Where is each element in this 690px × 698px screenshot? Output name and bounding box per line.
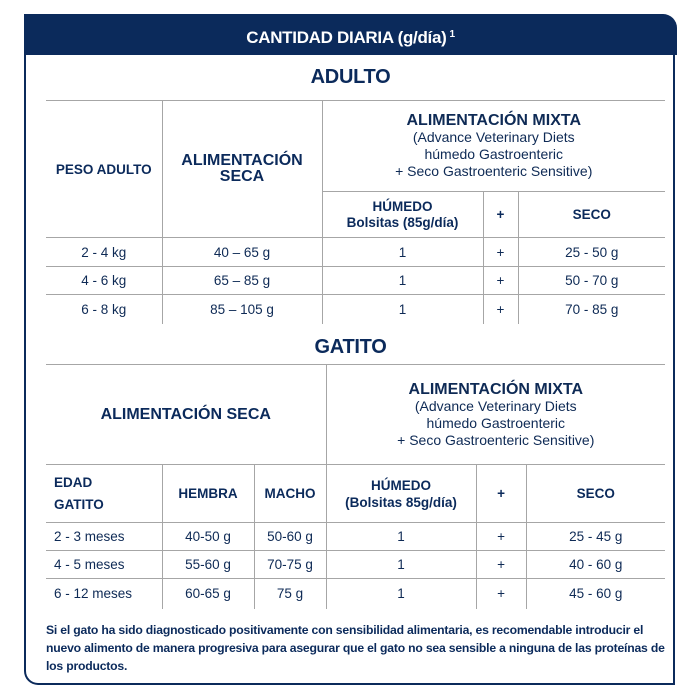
mixed-sub-2: húmedo Gastroenteric xyxy=(426,414,566,431)
table-row xyxy=(46,579,665,609)
kitten-header-row xyxy=(46,365,665,465)
col-dry-mixed-header: SECO xyxy=(526,465,665,523)
wet-header-line-1: HÚMEDO xyxy=(372,198,433,214)
male-cell: 75 g xyxy=(254,579,326,609)
male-cell: 50-60 g xyxy=(254,523,326,551)
weight-cell: 6 - 8 kg xyxy=(46,295,162,324)
col-mixed-header xyxy=(326,365,665,465)
wet-header-line-2: Bolsitas (85g/día) xyxy=(346,214,459,230)
wet-cell: 1 xyxy=(322,267,483,295)
table-row xyxy=(46,267,665,295)
mixed-sub-2: húmedo Gastroenteric xyxy=(424,146,564,162)
col-dry-header: ALIMENTACIÓN SECA xyxy=(162,101,322,238)
dry-mixed-cell: 70 - 85 g xyxy=(518,295,665,324)
wet-cell: 1 xyxy=(322,238,483,267)
sensitivity-note: Si el gato ha sido diagnosticado positivamente con sensibilidad alimentaria, es recomendable introducir el nuevo alimento de manera progresiva para asegurar que el gato no sea sensible a ninguna de las proteínas de los productos. xyxy=(46,623,665,673)
wet-cell: 1 xyxy=(322,295,483,324)
adult-section-title: ADULTO xyxy=(310,66,391,88)
kitten-subheader-row xyxy=(46,465,665,523)
col-weight-header: PESO ADULTO xyxy=(46,101,162,238)
age-cell: 4 - 5 meses xyxy=(46,551,162,579)
col-female-header: HEMBRA xyxy=(162,465,254,523)
mixed-sub-1: (Advance Veterinary Diets xyxy=(414,397,577,414)
col-wet-header xyxy=(326,465,476,523)
col-age-header xyxy=(46,465,162,523)
age-cell: 6 - 12 meses xyxy=(46,579,162,609)
male-cell: 70-75 g xyxy=(254,551,326,579)
age-cell: 2 - 3 meses xyxy=(46,523,162,551)
wet-cell: 1 xyxy=(326,523,476,551)
age-header-line-2: GATITO xyxy=(54,496,104,512)
table-row xyxy=(46,551,665,579)
col-wet-header xyxy=(322,192,483,238)
female-cell: 55-60 g xyxy=(162,551,254,579)
age-header-line-1: EDAD xyxy=(54,474,93,490)
col-plus-header: + xyxy=(483,192,518,238)
mixed-sub-1: (Advance Veterinary Diets xyxy=(412,129,575,145)
dry-mixed-cell: 25 - 50 g xyxy=(518,238,665,267)
weight-cell: 4 - 6 kg xyxy=(46,267,162,295)
plus-cell: + xyxy=(476,551,526,579)
table-row xyxy=(46,523,665,551)
dry-cell: 40 – 65 g xyxy=(162,238,322,267)
weight-cell: 2 - 4 kg xyxy=(46,238,162,267)
mixed-sub-3: + Seco Gastroenteric Sensitive) xyxy=(395,163,593,179)
table-row xyxy=(46,295,665,324)
dry-mixed-cell: 40 - 60 g xyxy=(526,551,665,579)
mixed-title: ALIMENTACIÓN MIXTA xyxy=(408,380,584,398)
female-cell: 40-50 g xyxy=(162,523,254,551)
col-dry-header: ALIMENTACIÓN SECA xyxy=(46,365,326,465)
plus-cell: + xyxy=(483,295,518,324)
dry-mixed-cell: 25 - 45 g xyxy=(526,523,665,551)
footnote-mark: 1 xyxy=(449,29,455,40)
plus-cell: + xyxy=(476,523,526,551)
wet-cell: 1 xyxy=(326,551,476,579)
wet-header-line-2: (Bolsitas 85g/día) xyxy=(345,494,457,510)
adult-table xyxy=(46,100,665,324)
wet-cell: 1 xyxy=(326,579,476,609)
col-male-header: MACHO xyxy=(254,465,326,523)
mixed-title: ALIMENTACIÓN MIXTA xyxy=(406,112,581,129)
kitten-section-title: GATITO xyxy=(314,336,387,358)
col-dry-mixed-header: SECO xyxy=(518,192,665,238)
wet-header-line-1: HÚMEDO xyxy=(371,477,432,493)
daily-amount-header xyxy=(24,14,677,55)
table-row xyxy=(46,238,665,267)
dry-mixed-cell: 50 - 70 g xyxy=(518,267,665,295)
female-cell: 60-65 g xyxy=(162,579,254,609)
col-mixed-header xyxy=(322,101,665,192)
plus-cell: + xyxy=(483,238,518,267)
plus-cell: + xyxy=(476,579,526,609)
dry-cell: 85 – 105 g xyxy=(162,295,322,324)
dry-mixed-cell: 45 - 60 g xyxy=(526,579,665,609)
kitten-table xyxy=(46,364,665,609)
col-plus-header: + xyxy=(476,465,526,523)
header-title: CANTIDAD DIARIA (g/día) xyxy=(246,28,447,47)
dry-cell: 65 – 85 g xyxy=(162,267,322,295)
plus-cell: + xyxy=(483,267,518,295)
adult-header-row xyxy=(46,101,665,192)
mixed-sub-3: + Seco Gastroenteric Sensitive) xyxy=(397,431,595,448)
